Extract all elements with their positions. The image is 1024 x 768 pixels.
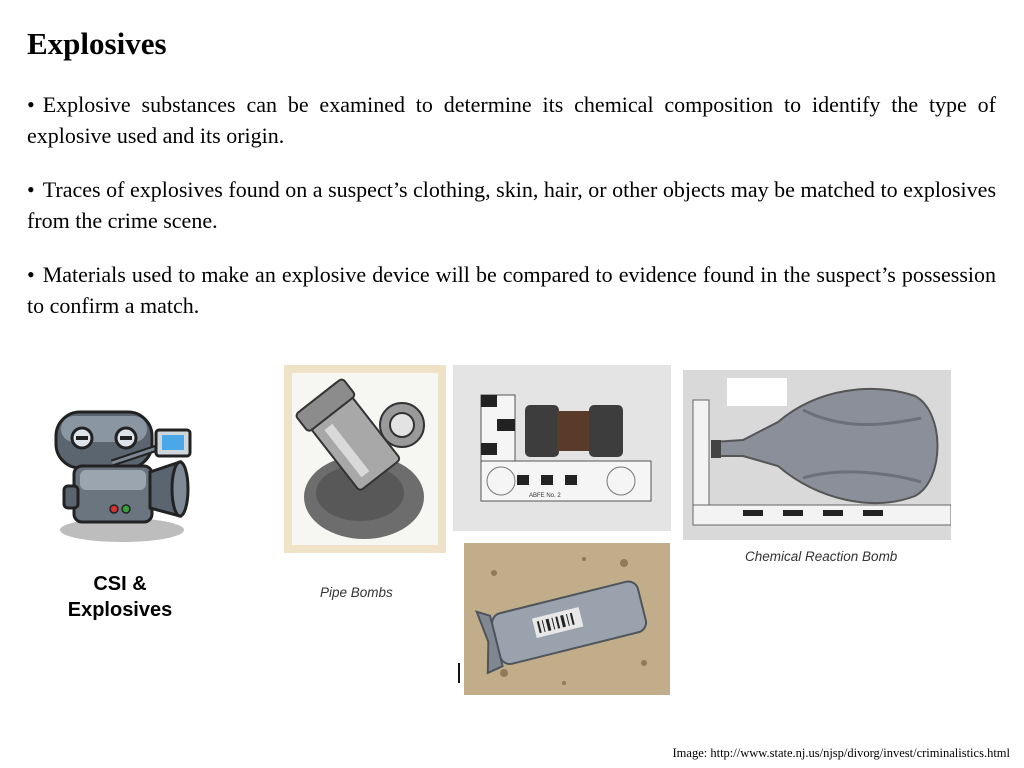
bullet-text: Traces of explosives found on a suspect’s clothing, skin, hair, or other objects may be matched to explosives from the crime scene.: [27, 177, 996, 233]
bullet-list: [27, 89, 996, 344]
bullet-item: [27, 174, 996, 236]
icon-caption-line: CSI &: [93, 573, 147, 595]
bullet-marker: •: [27, 262, 35, 287]
divider-mark: [458, 663, 460, 683]
bullet-item: [27, 89, 996, 151]
slide-title: Explosives: [27, 26, 167, 61]
bullet-item: [27, 259, 996, 321]
icon-caption-line: Explosives: [67, 599, 173, 621]
bullet-text: Materials used to make an explosive device will be compared to evidence found in the suspect’s possession to confirm a match.: [27, 262, 996, 318]
video-camera-icon: [52, 408, 194, 548]
image-credit: Image: http://www.state.nj.us/njsp/divorg/invest/criminalistics.html: [672, 746, 1010, 760]
pipe-bomb-photo: [284, 365, 446, 553]
bullet-marker: •: [27, 92, 35, 117]
scale-label: ABFE No. 2: [529, 493, 561, 499]
pipe-bomb-debris-photo: [464, 543, 670, 695]
pipe-bomb-scale-photo: [453, 365, 671, 531]
icon-caption: [40, 571, 200, 623]
bullet-marker: •: [27, 177, 35, 202]
pipe-bombs-caption: Pipe Bombs: [320, 585, 393, 600]
bullet-text: Explosive substances can be examined to determine its chemical composition to identify the type of explosive used and its origin.: [27, 92, 996, 148]
chemical-bomb-caption: Chemical Reaction Bomb: [745, 549, 898, 564]
chemical-bomb-photo: [683, 370, 951, 540]
